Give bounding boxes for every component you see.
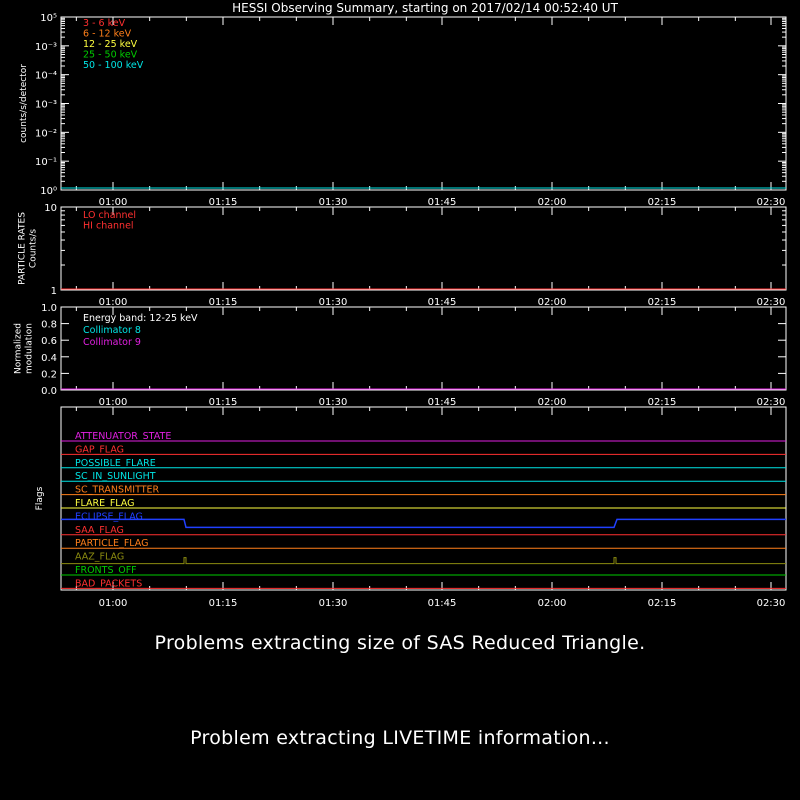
- y-tick-label: 10⁻¹: [34, 157, 57, 169]
- flag-label: SC_TRANSMITTER: [75, 484, 160, 496]
- y-axis-label: Counts/s: [28, 228, 39, 269]
- flag-label: GAP_FLAG: [75, 444, 125, 456]
- legend-entry: Collimator 8: [83, 325, 141, 336]
- flag-label: BAD_PACKETS: [75, 578, 143, 590]
- y-tick-label: 10: [44, 203, 57, 214]
- y-tick-label: 10⁻³: [34, 41, 57, 53]
- time-tick-label: 01:30: [318, 197, 348, 208]
- livetime-message: Problem extracting LIVETIME information...: [190, 727, 610, 749]
- time-tick-label: 01:30: [318, 598, 348, 609]
- y-tick-label: 0.4: [41, 352, 57, 364]
- time-tick-label: 01:15: [208, 197, 238, 208]
- time-tick-label: 01:00: [98, 297, 128, 308]
- y-tick-label: 0.8: [41, 319, 57, 331]
- y-axis-label: Normalized: [13, 322, 24, 375]
- y-axis-label: PARTICLE RATES: [17, 212, 28, 285]
- time-tick-label: 02:00: [537, 397, 567, 408]
- time-tick-label: 02:30: [756, 197, 786, 208]
- time-tick-label: 02:00: [537, 197, 567, 208]
- y-tick-label: 0.0: [41, 386, 57, 397]
- time-tick-label: 02:15: [647, 197, 677, 208]
- y-tick-label: 1: [50, 286, 57, 297]
- sas-message: Problems extracting size of SAS Reduced Triangle.: [154, 632, 646, 654]
- legend-entry: 6 - 12 keV: [83, 28, 132, 40]
- flag-label: POSSIBLE_FLARE: [75, 457, 156, 469]
- time-tick-label: 02:15: [647, 397, 677, 408]
- y-axis-label: Flags: [35, 486, 45, 511]
- y-tick-label: 10⁻²: [34, 128, 57, 140]
- time-tick-label: 01:45: [427, 297, 457, 308]
- flag-label: SAA_FLAG: [75, 524, 124, 536]
- time-tick-label: 02:15: [647, 598, 677, 609]
- time-tick-label: 01:00: [98, 598, 128, 609]
- time-tick-label: 02:15: [647, 297, 677, 308]
- legend-entry: 50 - 100 keV: [83, 60, 144, 71]
- flag-line: [61, 558, 786, 564]
- time-tick-label: 01:45: [427, 397, 457, 408]
- legend-header: Energy band: 12-25 keV: [83, 313, 198, 324]
- y-tick-label: 10⁻⁴: [34, 70, 57, 82]
- flag-line: [61, 519, 786, 527]
- time-tick-label: 01:15: [208, 297, 238, 308]
- flag-label: PARTICLE_FLAG: [75, 538, 149, 550]
- legend-entry: 3 - 6 keV: [83, 18, 126, 29]
- legend-entry: 12 - 25 keV: [83, 39, 138, 50]
- legend-entry: Collimator 9: [83, 337, 141, 348]
- y-axis-label: modulation: [24, 323, 35, 374]
- time-tick-label: 01:15: [208, 397, 238, 408]
- time-tick-label: 02:30: [756, 598, 786, 609]
- time-tick-label: 01:00: [98, 197, 128, 208]
- time-tick-label: 02:30: [756, 397, 786, 408]
- time-tick-label: 01:00: [98, 397, 128, 408]
- flag-label: ECLIPSE_FLAG: [75, 511, 143, 523]
- flag-label: FLARE_FLAG: [75, 498, 135, 509]
- legend-entry: 25 - 50 keV: [83, 49, 138, 61]
- plot-title: HESSI Observing Summary, starting on 2017/02/14 00:52:40 UT: [232, 1, 618, 15]
- time-tick-label: 02:00: [537, 297, 567, 308]
- flag-label: AAZ_FLAG: [75, 551, 125, 563]
- y-axis-label: counts/s/detector: [19, 64, 29, 143]
- y-tick-label: 1.0: [41, 303, 57, 314]
- time-tick-label: 01:15: [208, 598, 238, 609]
- time-tick-label: 01:45: [427, 598, 457, 609]
- y-tick-label: 0.6: [41, 336, 57, 348]
- y-tick-label: 0.2: [41, 369, 57, 381]
- flag-label: FRONTS_OFF: [75, 565, 137, 576]
- panel-frame-1: [61, 17, 786, 190]
- flag-label: ATTENUATOR_STATE: [75, 431, 172, 442]
- time-tick-label: 02:30: [756, 297, 786, 308]
- y-tick-label: 10⁻³: [34, 99, 57, 111]
- time-tick-label: 01:30: [318, 397, 348, 408]
- flag-label: SC_IN_SUNLIGHT: [75, 471, 156, 483]
- y-tick-label: 10⁰: [40, 186, 57, 197]
- legend-entry: LO channel: [83, 210, 137, 221]
- panel-frame-2: [61, 207, 786, 290]
- time-tick-label: 01:30: [318, 297, 348, 308]
- time-tick-label: 01:45: [427, 197, 457, 208]
- time-tick-label: 02:00: [537, 598, 567, 609]
- y-tick-label: 10⁵: [40, 13, 57, 24]
- legend-entry: HI channel: [83, 220, 134, 232]
